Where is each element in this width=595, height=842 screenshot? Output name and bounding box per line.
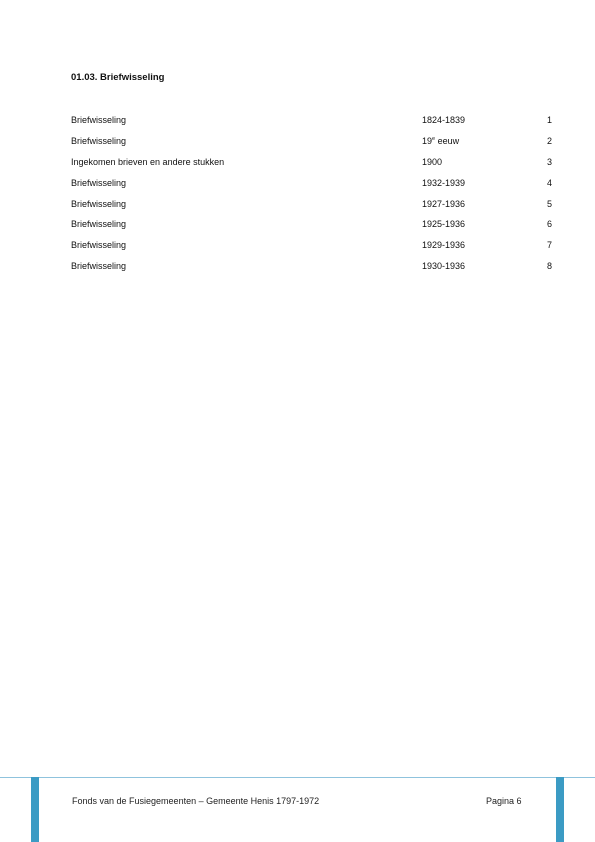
row-description: Briefwisseling [71, 261, 127, 272]
row-number: 6 [546, 219, 552, 230]
row-date-suffix: eeuw [435, 135, 460, 146]
footer-divider [0, 777, 595, 778]
row-date [422, 135, 459, 147]
row-description: Briefwisseling [71, 240, 127, 251]
footer-title: Fonds van de Fusiegemeenten – Gemeente Henis 1797-1972 [72, 796, 320, 806]
inventory-row [71, 114, 552, 135]
inventory-row [71, 218, 552, 239]
row-description: Ingekomen brieven en andere stukken [71, 156, 225, 167]
row-date: 1927-1936 [422, 198, 466, 209]
footer-page-number: Pagina 6 [486, 796, 522, 806]
row-date-century: 19 [422, 135, 433, 146]
inventory-row [71, 260, 552, 281]
inventory-row [71, 198, 552, 219]
row-number: 7 [546, 240, 552, 251]
row-date-superscript: e [432, 135, 436, 142]
section-title: 01.03. Briefwisseling [71, 72, 165, 83]
row-description: Briefwisseling [71, 135, 127, 146]
row-number: 1 [546, 115, 552, 125]
row-number: 4 [546, 177, 552, 188]
inventory-list [71, 114, 552, 281]
row-date: 1925-1936 [422, 219, 466, 230]
row-date: 1824-1839 [422, 115, 466, 125]
row-date: 1929-1936 [422, 240, 466, 251]
inventory-row [71, 156, 552, 177]
row-date: 1930-1936 [422, 261, 466, 272]
row-number: 8 [546, 261, 552, 272]
inventory-row [71, 177, 552, 198]
row-description: Briefwisseling [71, 115, 127, 125]
inventory-row [71, 135, 552, 156]
row-description: Briefwisseling [71, 177, 127, 188]
row-number: 2 [546, 135, 552, 146]
row-description: Briefwisseling [71, 219, 127, 230]
row-date: 1900 [422, 156, 443, 167]
row-date: 1932-1939 [422, 177, 466, 188]
inventory-row [71, 239, 552, 260]
row-number: 5 [546, 198, 552, 209]
row-number: 3 [546, 156, 552, 167]
row-description: Briefwisseling [71, 198, 127, 209]
footer-accent-bar-right [556, 777, 564, 842]
footer-accent-bar-left [31, 777, 39, 842]
